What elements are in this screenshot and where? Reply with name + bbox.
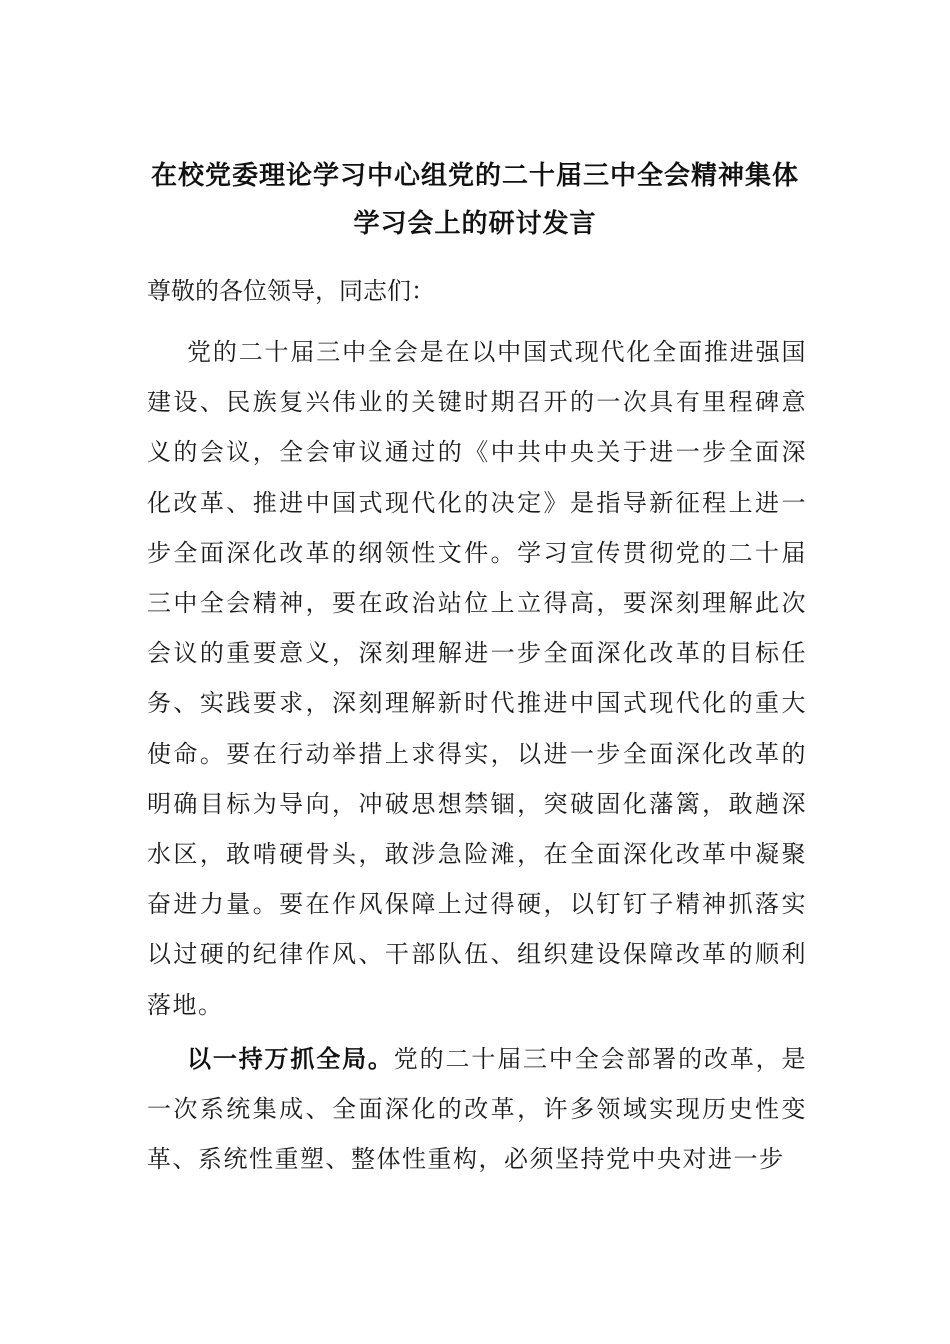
paragraph-1-text: 党的二十届三中全会是在以中国式现代化全面推进强国建设、民族复兴伟业的关键时期召开的一次具有里程碑意义的会议，全会审议通过的《中共中央关于进一步全面深化改革、推进中国式现代化的决定》是指导新征程上进一步全面深化改革的纲领性文件。学习宣传贯彻党的二十届三中全会精神，要在政治站位上立得高，要深刻理解此次会议的重要意义，深刻理解进一步全面深化改革的目标任务、实践要求，深刻理解新时代推进中国式现代化的重大使命。要在行动举措上求得实，以进一步全面深化改革的明确目标为导向，冲破思想禁锢，突破固化藩篱，敢趟深水区，敢啃硬骨头，敢涉急险滩，在全面深化改革中凝聚奋进力量。要在作风保障上过得硬，以钉钉子精神抓落实以过硬的纪律作风、干部队伍、组织建设保障改革的顺利落地。 [147,338,807,1019]
paragraph-2-lead: 以一持万抓全局。 [187,1045,394,1073]
paragraph-2 [147,1034,807,1185]
salutation: 尊敬的各位领导，同志们： [147,277,435,305]
paragraph-1 [147,327,807,1030]
document-title: 在校党委理论学习中心组党的二十届三中全会精神集体学习会上的研讨发言 [150,161,799,239]
paragraph-2-text: 党的二十届三中全会部署的改革，是一次系统集成、全面深化的改革，许多领域实现历史性变革、系统性重塑、整体性重构，必须坚持党中央对进一步 [147,1045,808,1174]
